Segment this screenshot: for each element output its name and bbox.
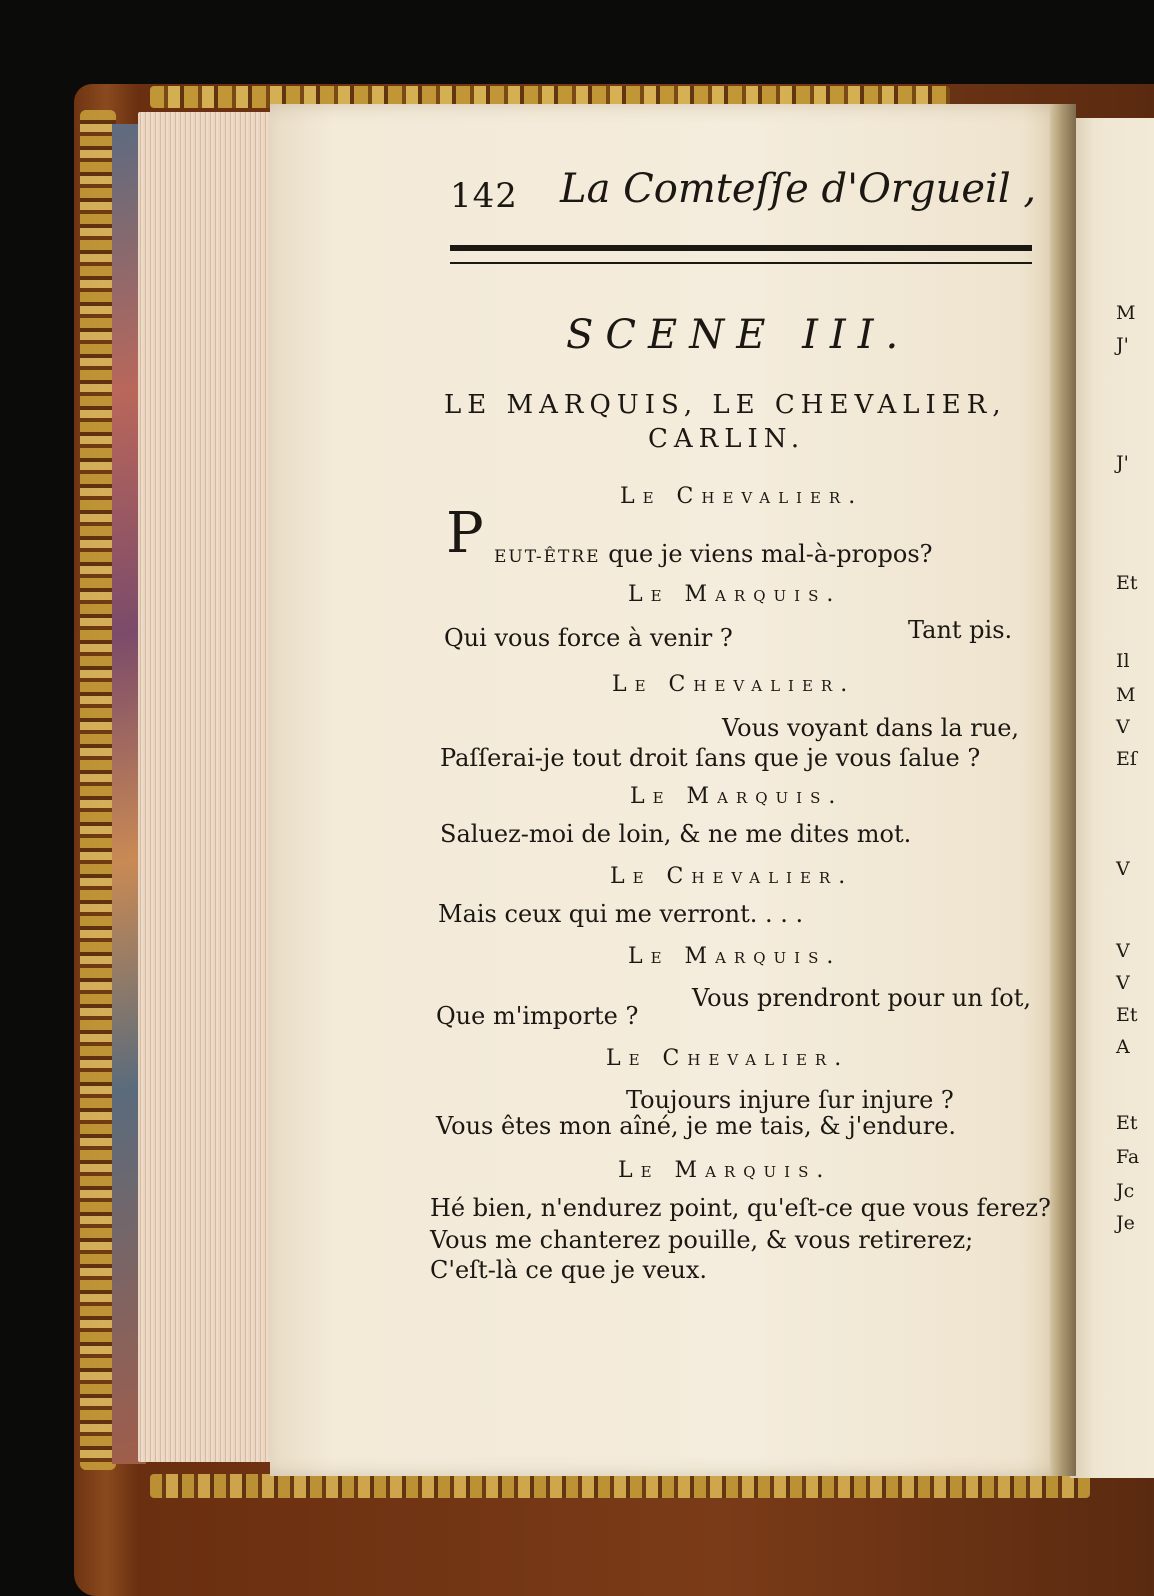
facing-page-text: V [1116,858,1130,880]
gilt-bottom-border [150,1474,1090,1498]
header-rule-thin [450,262,1032,264]
dialogue-line-text: que je viens mal-à-propos? [608,540,933,568]
speaker-label: Le Chevalier. [612,672,856,697]
dialogue-line: Qui vous force à venir ? [444,624,733,652]
facing-page-text: J' [1116,452,1129,474]
speaker-label: Le Marquis. [628,944,842,969]
facing-page-text: J' [1116,334,1129,356]
dialogue-line: Vous prendront pour un ſot, [692,984,1032,1012]
dialogue-line: Vous me chanterez pouille, & vous retirerez; [430,1226,974,1254]
facing-page-text: Jc [1116,1180,1135,1202]
dialogue-line: Mais ceux qui me verront. . . . [438,900,804,928]
dialogue-line: C'eſt-là ce que je veux. [430,1256,707,1284]
speaker-label: Le Chevalier. [620,484,864,509]
dialogue-line: Toujours injure ſur injure ? [626,1086,954,1114]
dialogue-line: Tant pis. [908,616,1013,644]
dialogue-line: Que m'importe ? [436,1002,639,1030]
page-number: 142 [450,176,518,216]
facing-page-text: Je [1116,1212,1135,1234]
facing-page-text: V [1116,716,1130,738]
facing-page-text: Et [1116,1004,1138,1026]
speaker-label: Le Chevalier. [610,864,854,889]
dialogue-line: Paſſerai-je tout droit ſans que je vous ſalue ? [440,744,981,772]
gilt-spine-decoration [80,110,116,1470]
facing-page-text: V [1116,940,1130,962]
dialogue-line [494,540,933,568]
facing-page-text: Eſ [1116,748,1137,770]
dialogue-line: Hé bien, n'endurez point, qu'eſt-ce que vous ferez? [430,1194,1051,1222]
facing-page [1070,118,1154,1478]
running-title: La Comteſſe d'Orgueil , [560,166,1037,212]
scene-title: SCENE III. [566,312,911,358]
dialogue-line: Vous êtes mon aîné, je me tais, & j'endure. [436,1112,957,1140]
small-caps-opening: EUT-ÊTRE [494,547,601,567]
cast-list-line-1: LE MARQUIS, LE CHEVALIER, [444,390,1007,420]
facing-page-text: M [1116,684,1136,706]
page-edges [138,112,288,1462]
page-gutter [1050,104,1076,1476]
dialogue-line: Vous voyant dans la rue, [722,714,1020,742]
speaker-label: Le Marquis. [630,784,844,809]
cast-list-line-2: CARLIN. [648,424,806,454]
speaker-label: Le Marquis. [618,1158,832,1183]
facing-page-text: Et [1116,1112,1138,1134]
facing-page-text: A [1116,1036,1130,1058]
facing-page-text: Fa [1116,1146,1140,1168]
facing-page-text: Il [1116,650,1130,672]
header-rule-thick [450,245,1032,251]
speaker-label: Le Chevalier. [606,1046,850,1071]
drop-cap: P [446,501,484,566]
facing-page-text: M [1116,302,1136,324]
dialogue-line: Saluez-moi de loin, & ne me dites mot. [440,820,912,848]
facing-page-text: Et [1116,572,1138,594]
facing-page-text: V [1116,972,1130,994]
speaker-label: Le Marquis. [628,582,842,607]
